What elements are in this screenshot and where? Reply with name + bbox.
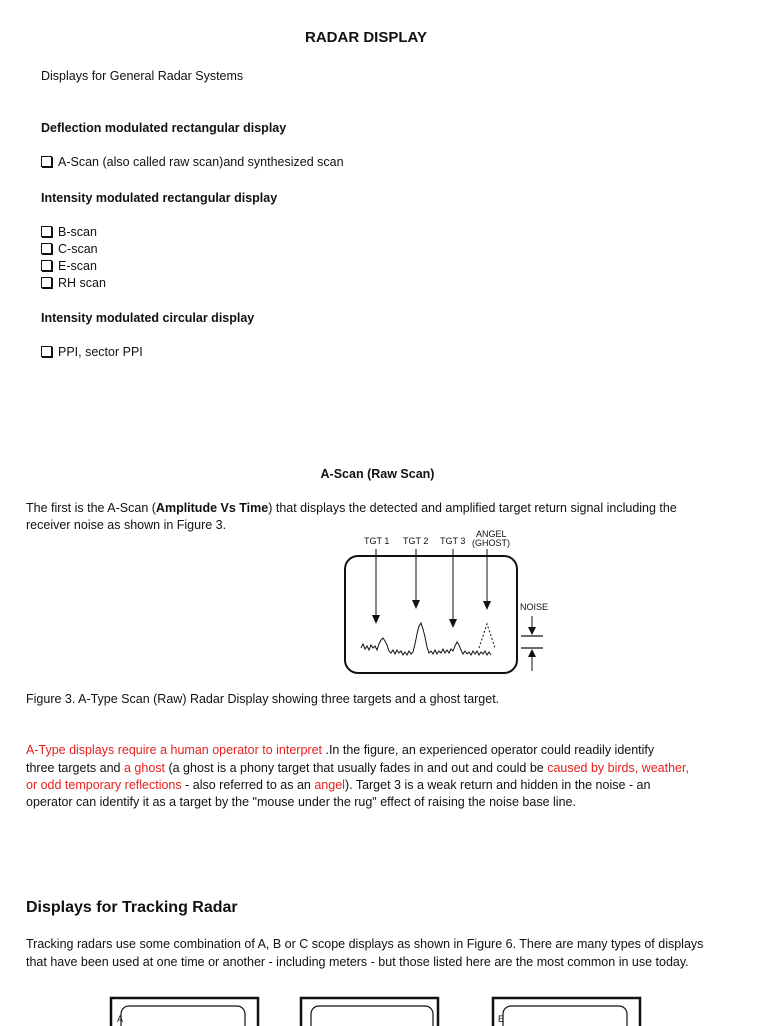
tracking-paragraph-line1: Tracking radars use some combination of A, B or C scope displays as shown in Figure 6. There are many types of displays xyxy=(26,937,704,951)
list-item: A-Scan (also called raw scan)and synthesized scan xyxy=(41,154,344,171)
intro-text: Displays for General Radar Systems xyxy=(41,69,244,83)
page-title: RADAR DISPLAY xyxy=(305,29,427,46)
ascan-paragraph-line2: receiver noise as shown in Figure 3. xyxy=(26,518,227,532)
checkbox-bullet-icon xyxy=(41,260,52,271)
section-heading-intensity-rect: Intensity modulated rectangular display xyxy=(41,191,278,205)
scope-display-e xyxy=(491,996,643,1026)
checkbox-bullet-icon xyxy=(41,346,52,357)
noise-trace xyxy=(361,623,491,655)
operator-paragraph-line2: three targets and a ghost (a ghost is a phony target that usually fades in and out and could be caused by birds, weather, xyxy=(26,761,689,775)
scope-e-label: E xyxy=(498,1014,505,1024)
list-item: E-scan xyxy=(41,258,97,275)
ghost-label: (GHOST) xyxy=(472,538,510,548)
scope-display-b xyxy=(299,996,441,1026)
tgt1-label: TGT 1 xyxy=(364,536,390,546)
section-heading-intensity-circ: Intensity modulated circular display xyxy=(41,311,255,325)
list-item: RH scan xyxy=(41,275,106,292)
ascan-figure xyxy=(335,526,555,686)
tgt2-label: TGT 2 xyxy=(403,536,429,546)
operator-paragraph-line4: operator can identify it as a target by the "mouse under the rug" effect of raising the noise base line. xyxy=(26,795,576,809)
section-heading-deflection: Deflection modulated rectangular display xyxy=(41,121,287,135)
list-item: B-scan xyxy=(41,224,97,241)
tracking-heading: Displays for Tracking Radar xyxy=(26,899,238,916)
tgt3-label: TGT 3 xyxy=(440,536,466,546)
ghost-trace xyxy=(479,624,495,648)
operator-paragraph-line3: or odd temporary reflections - also referred to as an angel). Target 3 is a weak return and hidden in the noise - an xyxy=(26,778,651,792)
list-item: PPI, sector PPI xyxy=(41,344,143,361)
ascan-heading: A-Scan (Raw Scan) xyxy=(320,467,435,481)
list-item: C-scan xyxy=(41,241,98,258)
operator-paragraph-line1: A-Type displays require a human operator to interpret .In the figure, an experienced operator could readily identify xyxy=(26,743,655,757)
scope-display-a xyxy=(109,996,261,1026)
checkbox-bullet-icon xyxy=(41,226,52,237)
noise-label: NOISE xyxy=(520,602,549,612)
figure3-caption: Figure 3. A-Type Scan (Raw) Radar Display showing three targets and a ghost target. xyxy=(26,692,500,706)
checkbox-bullet-icon xyxy=(41,243,52,254)
checkbox-bullet-icon xyxy=(41,156,52,167)
tracking-paragraph-line2: that have been used at one time or another - including meters - but those listed here are the most common in use today. xyxy=(26,955,689,969)
scope-a-label: A xyxy=(117,1014,124,1024)
checkbox-bullet-icon xyxy=(41,277,52,288)
ascan-paragraph-line1: The first is the A-Scan (Amplitude Vs Time) that displays the detected and amplified target return signal including the xyxy=(26,501,677,515)
angel-label: ANGEL xyxy=(476,529,507,539)
